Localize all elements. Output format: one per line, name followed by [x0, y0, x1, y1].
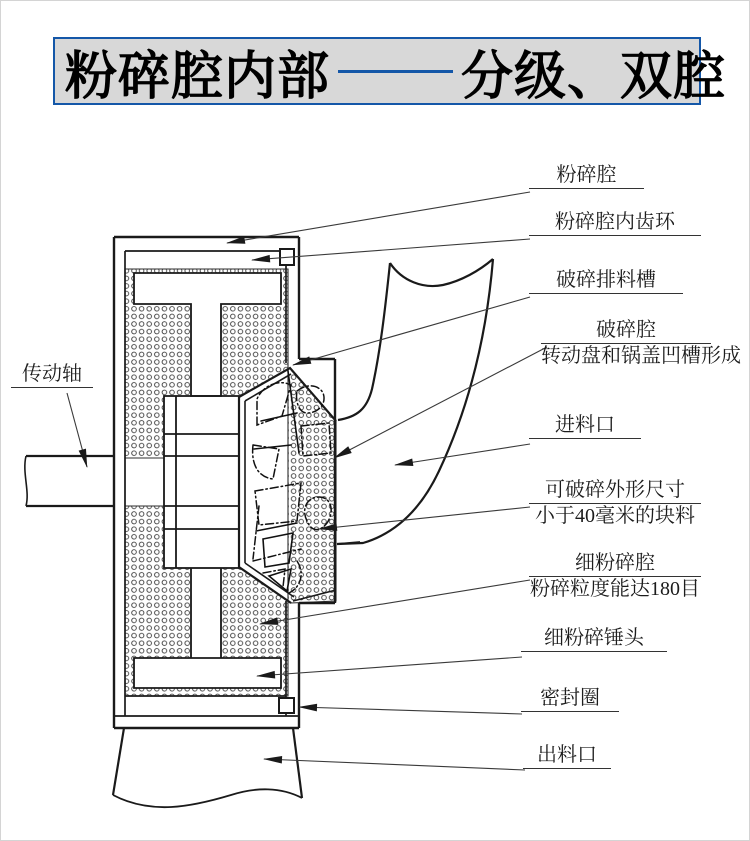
drive-shaft [25, 456, 114, 506]
leader-feed-inlet [395, 444, 530, 465]
leader-crushable-size [319, 507, 530, 529]
rotor-hub [164, 396, 239, 568]
label-crushing-chamber: 粉碎腔 [529, 164, 644, 189]
label-feed-inlet: 进料口 [529, 414, 641, 439]
title-right-text: 分级、双腔 [461, 47, 727, 106]
leader-crushing-chamber [227, 192, 530, 243]
leader-seal-ring [299, 707, 522, 714]
label-discharge-slot: 破碎排料槽 [529, 269, 683, 294]
label-gear-ring: 粉碎腔内齿环 [529, 211, 701, 236]
discharge-pipe [113, 728, 302, 807]
label-outlet: 出料口 [523, 744, 611, 769]
leader-outlet [264, 759, 525, 770]
label-fine-chamber: 细粉碎腔 粉碎粒度能达180目 [530, 552, 700, 601]
stipple-lining [125, 269, 336, 696]
label-transmission-shaft: 传动轴 [11, 363, 93, 388]
label-seal-ring: 密封圈 [521, 687, 619, 712]
label-crushable-size: 可破碎外形尺寸 小于40毫米的块料 [529, 479, 701, 528]
label-fine-hammer: 细粉碎锤头 [521, 627, 667, 652]
seal-ring-marker [279, 698, 294, 713]
label-crushing-cavity: 破碎腔 转动盘和锅盖凹槽形成 [541, 319, 741, 368]
rotor-bottom-stem [191, 568, 221, 658]
leader-discharge-slot [293, 297, 530, 365]
feed-chute [337, 259, 493, 544]
title-left-text: 粉碎腔内部 [65, 47, 331, 106]
leader-fine-hammer [257, 657, 522, 676]
fine-hammer-bar [134, 658, 281, 688]
